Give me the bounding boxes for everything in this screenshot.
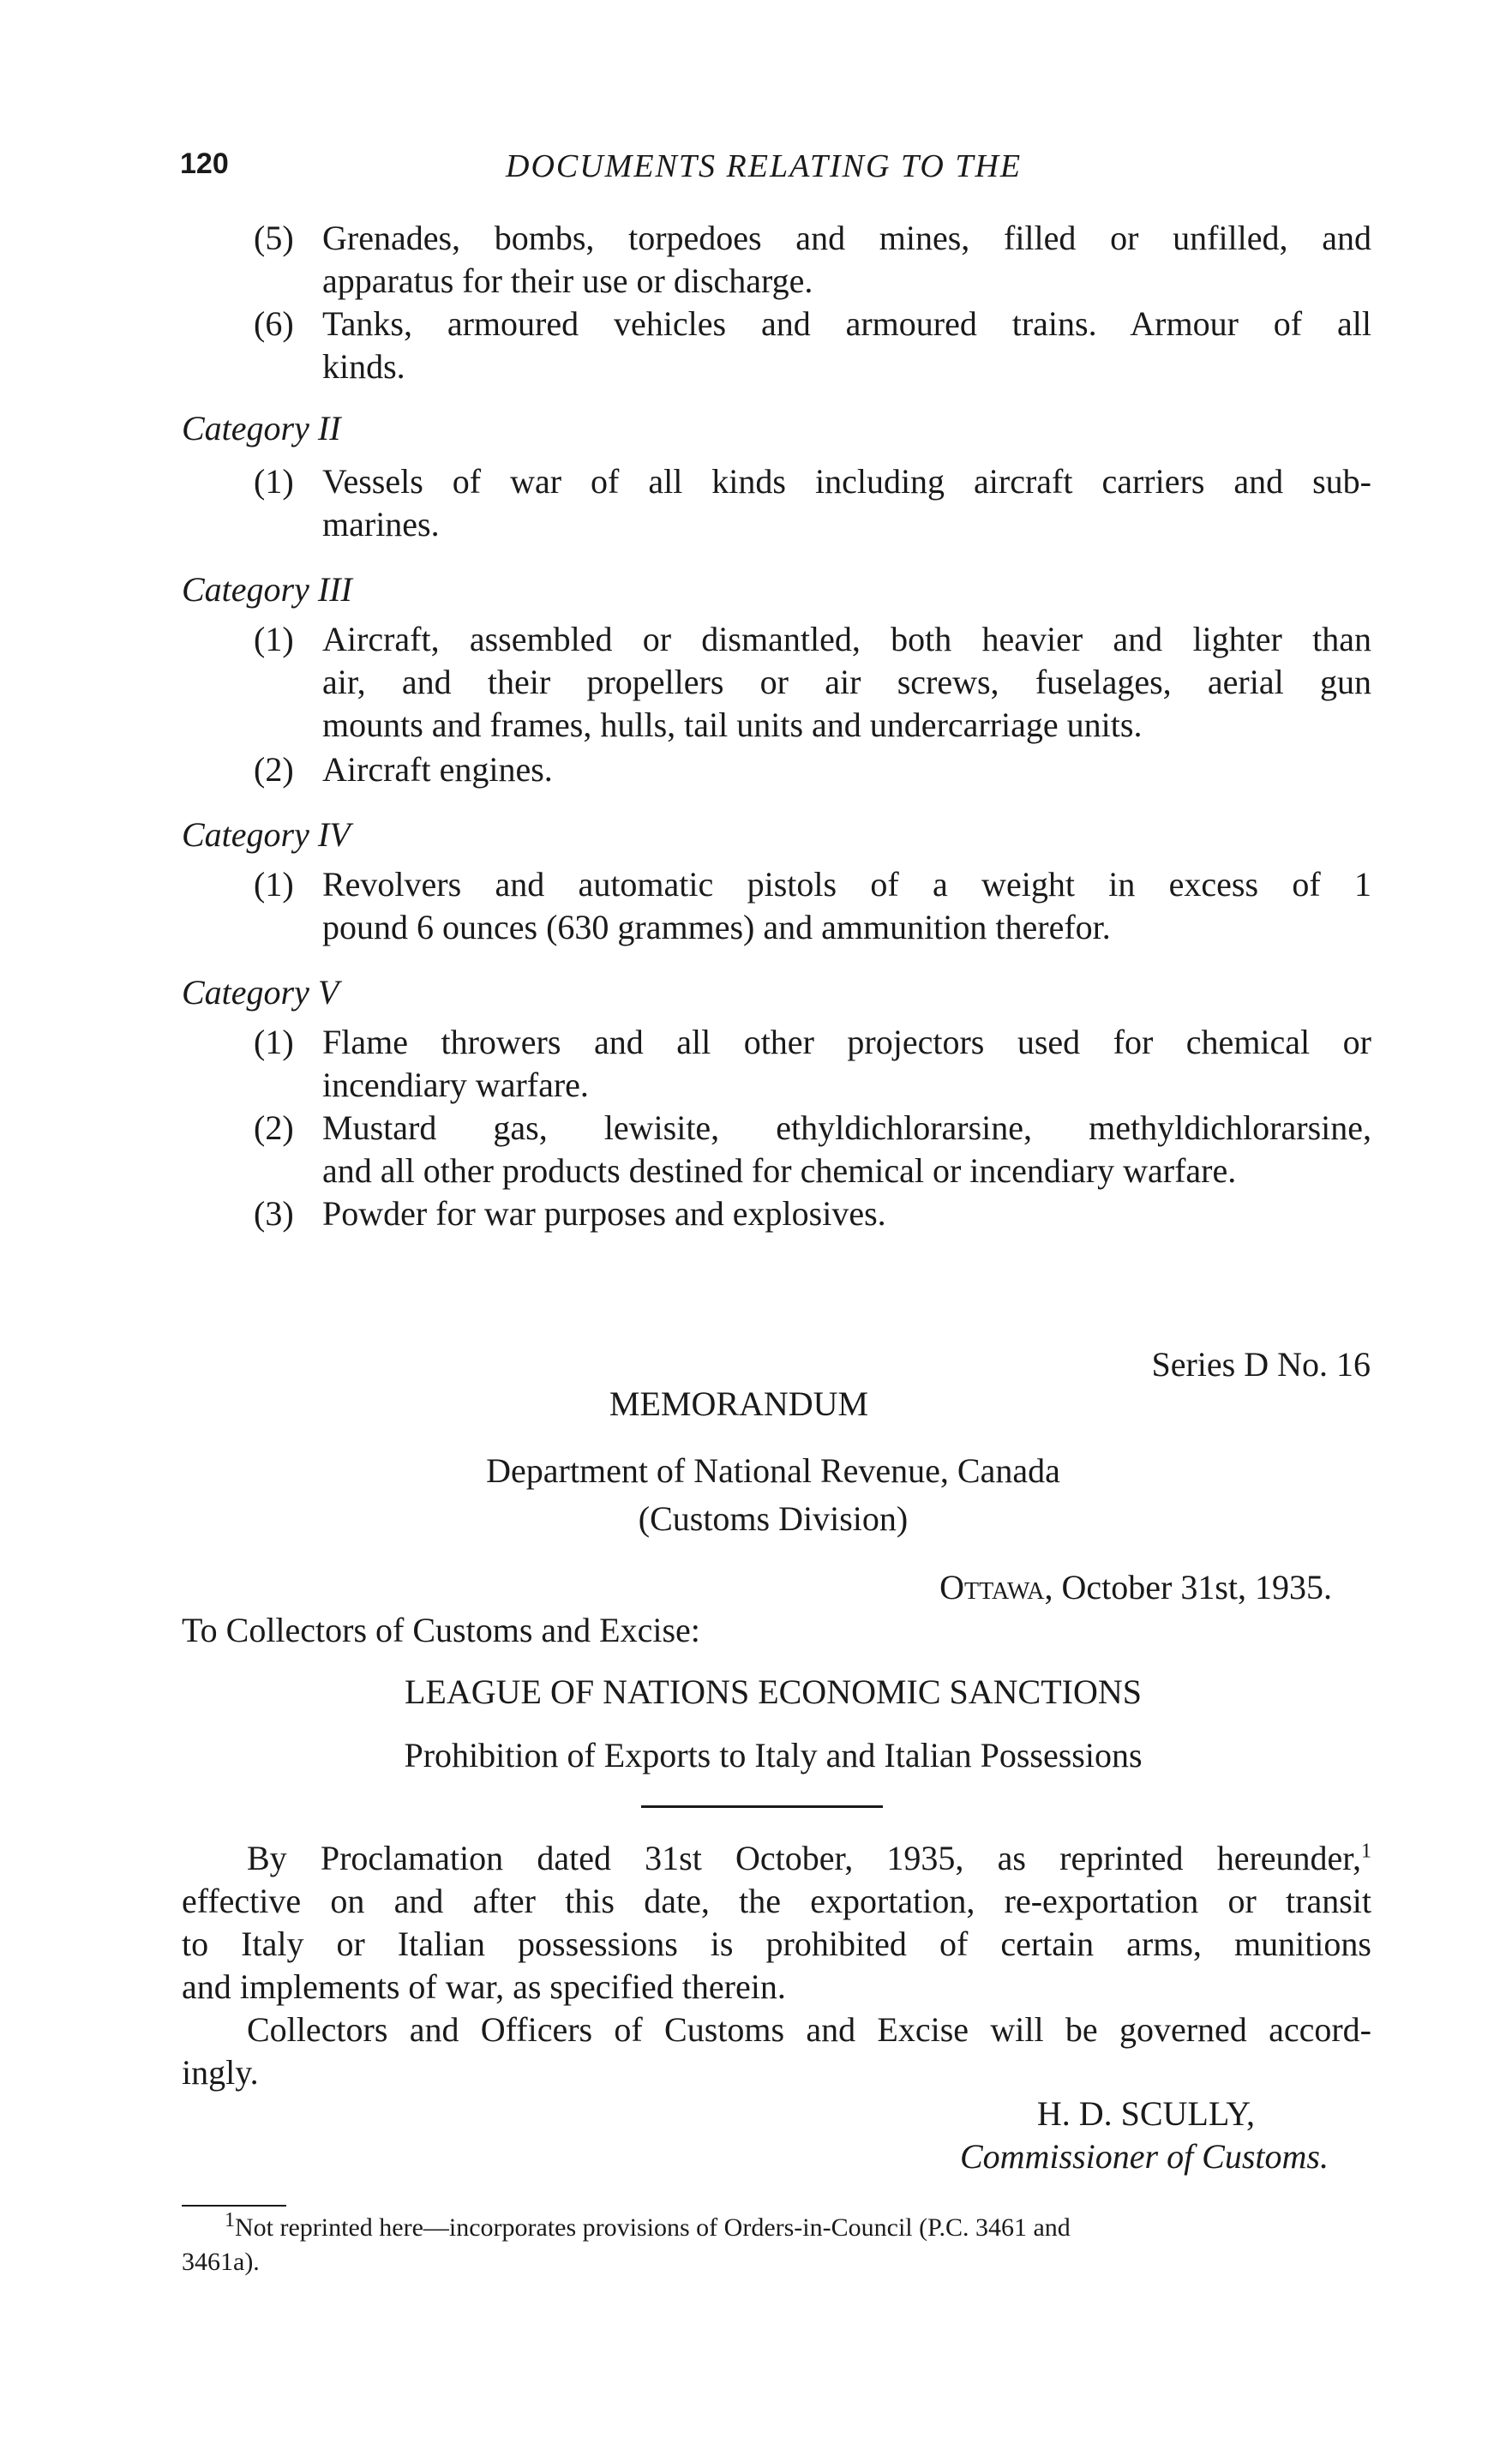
item-number: (1) <box>254 1023 294 1061</box>
item-line: kinds. <box>322 347 405 386</box>
signatory-name: H. D. SCULLY, <box>1036 2094 1255 2133</box>
paragraph-line: Collectors and Officers of Customs and Excise will be governed accord- <box>247 2010 1371 2049</box>
item-line: Grenades, bombs, torpedoes and mines, filled or unfilled, and <box>322 219 1371 257</box>
item-number: (1) <box>254 620 294 658</box>
signatory-title: Commissioner of Customs. <box>959 2137 1329 2176</box>
item-line: air, and their propellers or air screws, fuselages, aerial gun <box>322 663 1371 701</box>
item-number: (2) <box>254 750 294 789</box>
paragraph-line: ingly. <box>182 2053 259 2092</box>
item-line: Revolvers and automatic pistols of a weight in excess of 1 <box>322 865 1371 904</box>
item-number: (5) <box>254 219 294 257</box>
place-date <box>939 1567 1332 1607</box>
footnote-rule <box>182 2205 286 2207</box>
paragraph-line: effective on and after this date, the exportation, re-exportation or transit <box>182 1882 1371 1920</box>
page-number: 120 <box>180 147 229 180</box>
memo-title: LEAGUE OF NATIONS ECONOMIC SANCTIONS <box>404 1672 1143 1711</box>
footnote-line: 3461a). <box>182 2248 260 2276</box>
item-line: Aircraft, assembled or dismantled, both heavier and lighter than <box>322 620 1371 658</box>
category-heading: Category V <box>182 973 339 1012</box>
memo-subtitle: Prohibition of Exports to Italy and Italian Possessions <box>404 1736 1143 1774</box>
department: Department of National Revenue, Canada <box>486 1451 1060 1490</box>
category-heading: Category IV <box>182 815 351 854</box>
item-line: incendiary warfare. <box>322 1066 589 1104</box>
paragraph-line: to Italy or Italian possessions is prohibited of certain arms, munitions <box>182 1925 1371 1963</box>
item-line: Flame throwers and all other projectors used for chemical or <box>322 1023 1371 1061</box>
paragraph-line: and implements of war, as specified therein. <box>182 1967 786 2006</box>
place: Ottawa, <box>939 1568 1053 1606</box>
footnote-mark: 1 <box>225 2209 235 2231</box>
item-line: apparatus for their use or discharge. <box>322 261 813 300</box>
item-line: marines. <box>322 505 440 543</box>
item-line: Mustard gas, lewisite, ethyldichlorarsine, methyldichlorarsine, <box>322 1108 1371 1147</box>
addressee: To Collectors of Customs and Excise: <box>182 1611 700 1649</box>
divider-rule <box>641 1805 883 1808</box>
item-line: Aircraft engines. <box>322 750 553 789</box>
item-line: pound 6 ounces (630 grammes) and ammunition therefor. <box>322 908 1111 946</box>
item-number: (2) <box>254 1108 294 1147</box>
paragraph-text: By Proclamation dated 31st October, 1935, as reprinted hereunder, <box>247 1839 1361 1877</box>
date: October 31st, 1935. <box>1061 1568 1332 1606</box>
item-number: (1) <box>254 462 294 501</box>
memo-heading: MEMORANDUM <box>609 1384 869 1423</box>
running-title: DOCUMENTS RELATING TO THE <box>506 148 1023 184</box>
category-heading: Category III <box>182 570 352 609</box>
item-line: Powder for war purposes and explosives. <box>322 1194 886 1233</box>
item-line: Vessels of war of all kinds including aircraft carriers and sub- <box>322 462 1371 501</box>
division: (Customs Division) <box>638 1499 909 1538</box>
category-heading: Category II <box>182 409 341 447</box>
item-line: mounts and frames, hulls, tail units and undercarriage units. <box>322 706 1143 744</box>
footnote-ref: 1 <box>1361 1840 1371 1863</box>
paragraph-line <box>247 1838 1371 1878</box>
item-number: (3) <box>254 1194 294 1233</box>
item-line: and all other products destined for chemical or incendiary warfare. <box>322 1151 1237 1190</box>
footnote-line <box>225 2209 1370 2243</box>
series-label: Series D No. 16 <box>1151 1345 1371 1384</box>
item-number: (6) <box>254 304 294 343</box>
footnote-text: Not reprinted here—incorporates provisions of Orders-in-Council (P.C. 3461 and <box>235 2213 1071 2242</box>
item-number: (1) <box>254 865 294 904</box>
item-line: Tanks, armoured vehicles and armoured trains. Armour of all <box>322 304 1371 343</box>
